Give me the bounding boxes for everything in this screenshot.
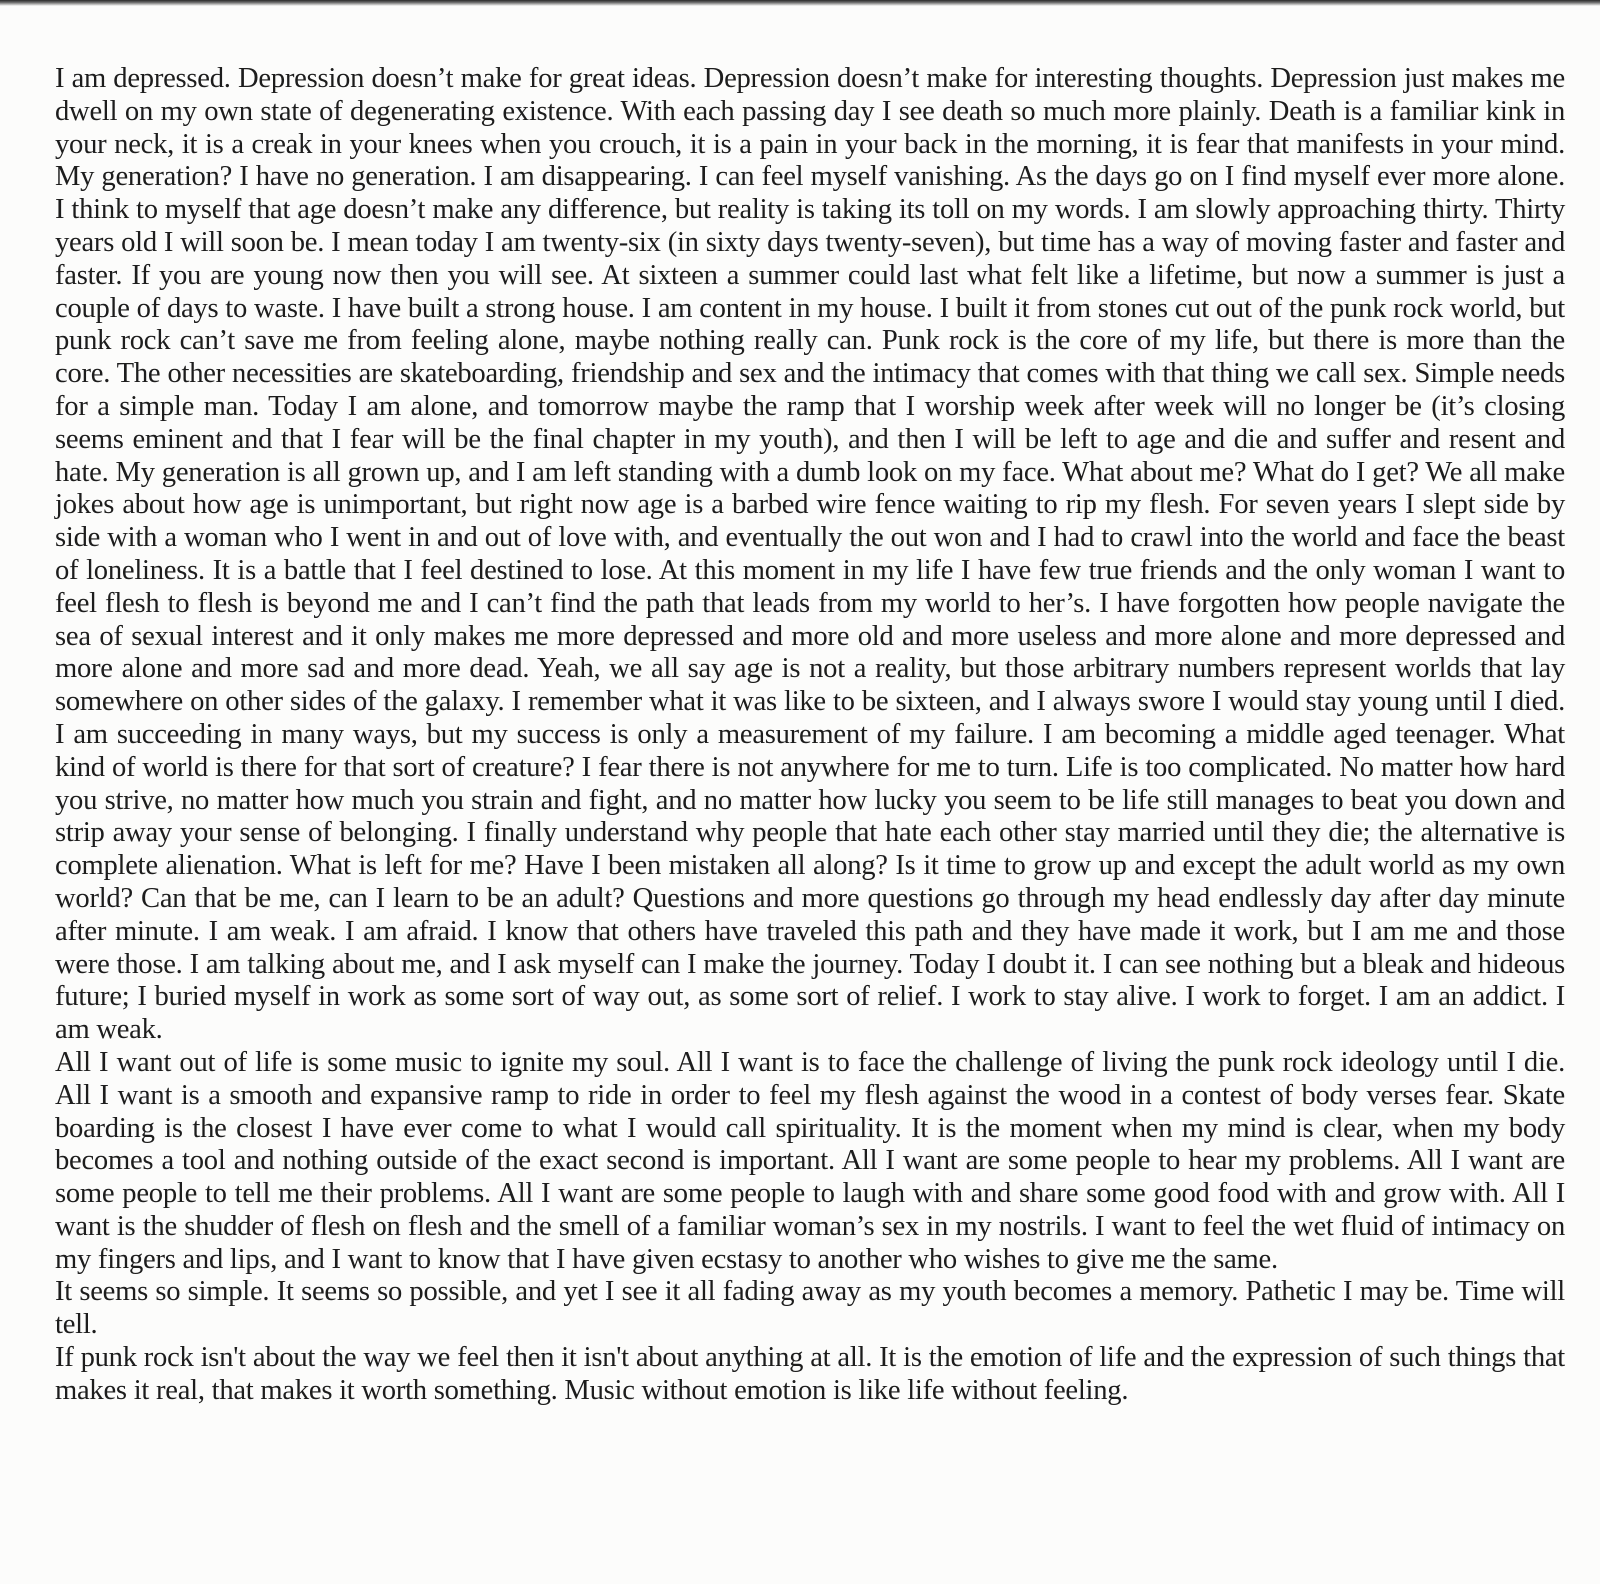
paragraph-1: I am depressed. Depression doesn’t make for great ideas. Depression doesn’t make for interesting thoughts. Depression just makes me dwell on my own state of degenerating existence. With each passing day I see death so much more plainly. Death is a familiar kink in your neck, it is a creak in your knees when you crouch, it is a pain in your back in the morning, it is fear that manifests in your mind. My generation? I have no generation. I am disappearing. I can feel myself vanishing. As the days go on I find myself ever more alone. I think to myself that age doesn’t make any difference, but reality is taking its toll on my words. I am slowly approaching thirty. Thirty years old I will soon be. I mean today I am twenty-six (in sixty days twenty-seven), but time has a way of moving faster and faster and faster. If you are young now then you will see. At sixteen a summer could last what felt like a lifetime, but now a summer is just a couple of days to waste. I have built a strong house. I am content in my house. I built it from stones cut out of the punk rock world, but punk rock can’t save me from feeling alone, maybe nothing really can. Punk rock is the core of my life, but there is more than the core. The other necessities are skateboarding, friendship and sex and the intimacy that comes with that thing we call sex. Simple needs for a simple man. Today I am alone, and tomorrow maybe the ramp that I worship week after week will no longer be (it’s closing seems eminent and that I fear will be the final chapter in my youth), and then I will be left to age and die and suffer and resent and hate. My generation is all grown up, and I am left standing with a dumb look on my face. What about me? What do I get? We all make jokes about how age is unimportant, but right now age is a barbed wire fence waiting to rip my flesh. For seven years I slept side by side with a woman who I went in and out of love with, and eventually the out won and I had to crawl into the world and face the beast of loneliness. It is a battle that I feel destined to lose. At this moment in my life I have few true friends and the only woman I want to feel flesh to flesh is beyond me and I can’t find the path that leads from my world to her’s. I have forgotten how people navigate the sea of sexual interest and it only makes me more depressed and more old and more useless and more alone and more depressed and more alone and more sad and more dead. Yeah, we all say age is not a reality, but those arbitrary numbers represent worlds that lay somewhere on other sides of the galaxy. I remember what it was like to be sixteen, and I always swore I would stay young until I died. I am succeeding in many ways, but my success is only a measurement of my failure. I am becoming a middle aged teenager. What kind of world is there for that sort of creature? I fear there is not anywhere for me to turn. Life is too complicated. No matter how hard you strive, no matter how much you strain and fight, and no matter how lucky you seem to be life still manages to beat you down and strip away your sense of belonging. I finally understand why people that hate each other stay married until they die; the alternative is complete alienation. What is left for me? Have I been mistaken all along? Is it time to grow up and except the adult world as my own world? Can that be me, can I learn to be an adult? Questions and more questions go through my head endlessly day after day minute after minute. I am weak. I am afraid. I know that others have traveled this path and they have made it work, but I am me and those were those. I am talking about me, and I ask myself can I make the journey. Today I doubt it. I can see nothing but a bleak and hideous future; I buried myself in work as some sort of way out, as some sort of relief. I work to stay alive. I work to forget. I am an addict. I am weak. <box>55 63 1565 1046</box>
essay-text <box>55 63 1565 1408</box>
paragraph-3: It seems so simple. It seems so possible, and yet I see it all fading away as my youth becomes a memory. Pathetic I may be. Time will tell. <box>55 1276 1565 1341</box>
paragraph-2: All I want out of life is some music to ignite my soul. All I want is to face the challenge of living the punk rock ideology until I die. All I want is a smooth and expansive ramp to ride in order to feel my flesh against the wood in a contest of body verses fear. Skate boarding is the closest I have ever come to what I would call spirituality. It is the moment when my mind is clear, when my body becomes a tool and nothing outside of the exact second is important. All I want are some people to hear my problems. All I want are some people to tell me their problems. All I want are some people to laugh with and share some good food with and grow with. All I want is the shudder of flesh on flesh and the smell of a familiar woman’s sex in my nostrils. I want to feel the wet fluid of intimacy on my fingers and lips, and I want to know that I have given ecstasy to another who wishes to give me the same. <box>55 1046 1565 1275</box>
paragraph-4: If punk rock isn't about the way we feel then it isn't about anything at all. It is the emotion of life and the expression of such things that makes it real, that makes it worth something. Music without emotion is like life without feeling. <box>55 1342 1565 1406</box>
page-top-edge <box>0 0 1600 6</box>
